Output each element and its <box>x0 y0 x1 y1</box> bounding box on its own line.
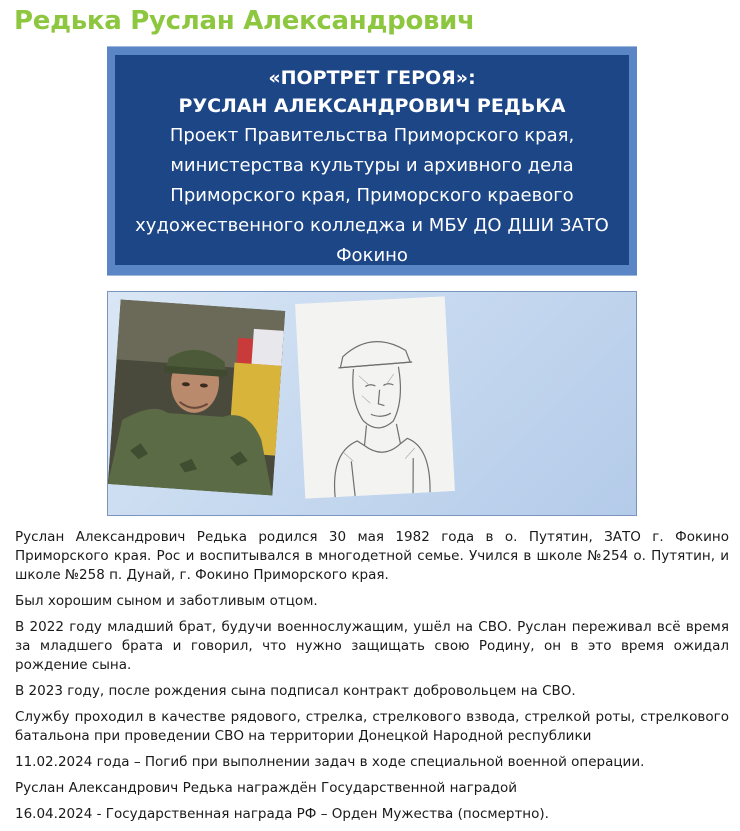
soldier-photo <box>108 299 286 495</box>
article-paragraph-biography: Руслан Александрович Редька родился 30 мая 1982 года в о. Путятин, ЗАТО г. Фокино Приморского края. Рос и воспитывался в многодетной семье. Учился в школе №254 о. Путятин, и школе №258 п. Дунай, г. Фокино Приморского края. <box>15 529 729 583</box>
page-title: Редька Руслан Александрович <box>14 6 475 36</box>
portrait-banner <box>107 46 637 276</box>
article-paragraph-family: Был хорошим сыном и заботливым отцом. <box>15 593 318 609</box>
banner-headline-1: «ПОРТРЕТ ГЕРОЯ»: <box>268 67 476 89</box>
article-paragraph-award: Руслан Александрович Редька награждён Государственной наградой <box>15 780 517 796</box>
banner-panel <box>115 55 629 265</box>
article-body <box>15 528 729 831</box>
article-paragraph-award-date: 16.04.2024 - Государственная награда РФ – Орден Мужества (посмертно). <box>15 806 549 822</box>
article-paragraph-service: Службу проходил в качестве рядового, стрелка, стрелкового взвода, стрелкой роты, стрелкового батальона при проведении СВО на территории Донецкой Народной республики <box>15 709 729 744</box>
banner-subtitle: Проект Правительства Приморского края, министерства культуры и архивного дела Приморского края, Приморского краевого художественного колледжа и МБУ ДО ДШИ ЗАТО Фокино <box>135 125 609 266</box>
article-paragraph-contract: В 2023 году, после рождения сына подписал контракт добровольцем на СВО. <box>15 683 576 699</box>
portrait-sketch <box>295 296 455 499</box>
article-paragraph-death: 11.02.2024 года – Погиб при выполнении задач в ходе специальной военной операции. <box>15 754 645 770</box>
banner-headline-2: РУСЛАН АЛЕКСАНДРОВИЧ РЕДЬКА <box>178 95 566 117</box>
article-paragraph-brother: В 2022 году младший брат, будучи военнослужащим, ушёл на СВО. Руслан переживал всё время за младшего брата и говорил, что нужно защищать свою Родину, он в это время ожидал рождение сына. <box>15 619 729 673</box>
